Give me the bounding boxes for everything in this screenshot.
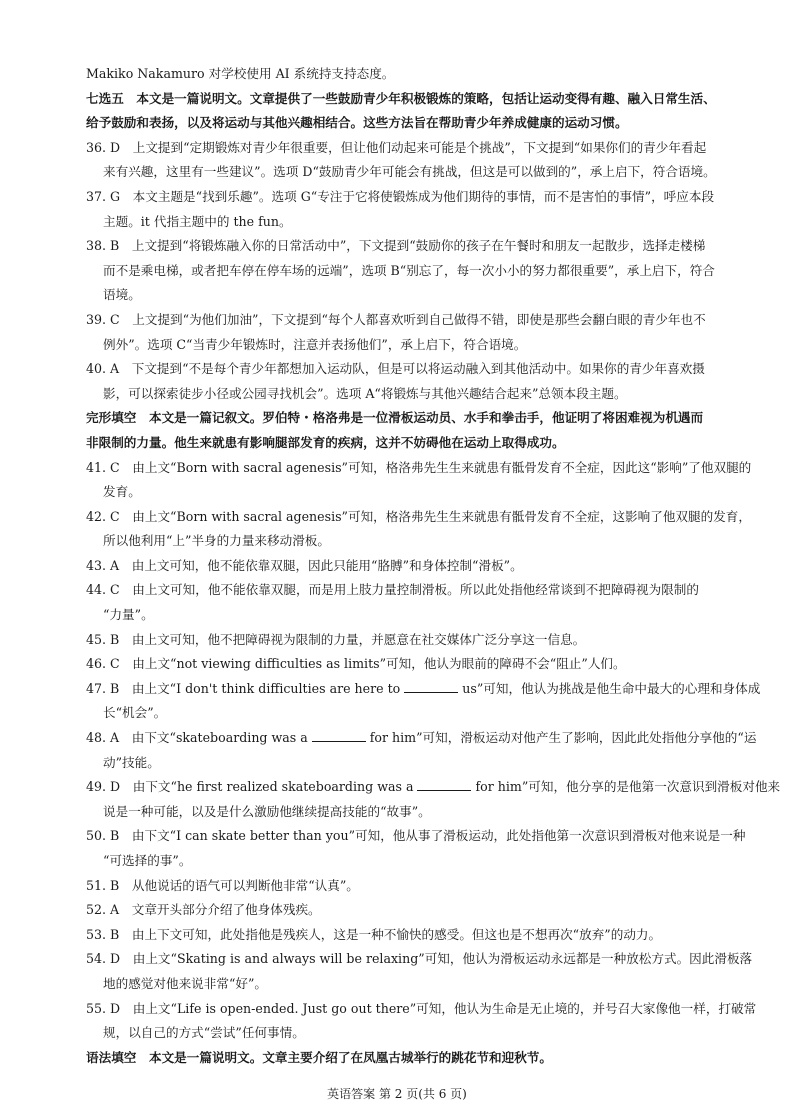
- answer-48-cont: 动”技能。: [103, 754, 160, 770]
- answer-39: 39. C 上文提到“为他们加油”，下文提到“每个人都喜欢听到自己做得不错，即使是那些会翻白眼的青少年也不: [86, 311, 706, 327]
- answer-48-text: 48. A 由下文“skateboarding was a: [86, 730, 308, 746]
- answer-54-cont: 地的感觉对他来说非常“好”。: [103, 975, 268, 991]
- answer-42: 42. C 由上文“Born with sacral agenesis”可知，格洛弗先生生来就患有骶骨发育不全症，这影响了他双腿的发育，: [86, 508, 751, 524]
- text-line: Makiko Nakamuro 对学校使用 AI 系统持支持态度。: [86, 66, 395, 81]
- answer-39-cont: 例外”。选项 C“当青少年锻炼时，注意并表扬他们”，承上启下，符合语境。: [103, 336, 527, 352]
- section-heading-seven-choose-five: 七选五 本文是一篇说明文。文章提供了一些鼓励青少年积极锻炼的策略，包括让运动变得有趣、融入日常生活、: [86, 90, 716, 106]
- answer-48-text-after: for him”可知，滑板运动对他产生了影响，因此此处指他分享他的“运: [369, 730, 757, 746]
- answer-41-cont: 发育。: [103, 484, 141, 500]
- answer-43: 43. A 由上文可知，他不能依靠双腿，因此只能用“胳膊”和身体控制“滑板”。: [86, 557, 523, 573]
- answer-47-cont: 长“机会”。: [103, 705, 167, 721]
- answer-47-text: 47. B 由上文“I don't think difficulties are here to: [86, 680, 401, 696]
- section-heading-line: 非限制的力量。他生来就患有影响腿部发育的疾病，这并不妨碍他在运动上取得成功。: [86, 434, 565, 450]
- answer-54: 54. D 由上文“Skating is and always will be relaxing”可知，他认为滑板运动永远都是一种放松方式。因此滑板落: [86, 951, 753, 967]
- answer-51: 51. B 从他说话的语气可以判断他非常“认真”。: [86, 877, 359, 893]
- answer-52: 52. A 文章开头部分介绍了他身体残疾。: [86, 902, 321, 918]
- answer-49-text-after: for him”可知，他分享的是他第一次意识到滑板对他来: [475, 779, 781, 795]
- page-footer: 英语答案 第 2 页(共 6 页): [327, 1087, 467, 1101]
- answer-49-text: 49. D 由下文“he first realized skateboarding was a: [86, 779, 414, 795]
- answer-55-cont: 规，以自己的方式“尝试”任何事情。: [103, 1025, 305, 1041]
- answer-38-cont: 语境。: [103, 287, 141, 303]
- answer-44-cont: “力量”。: [103, 607, 154, 623]
- section-heading-cloze: 完形填空 本文是一篇记叙文。罗伯特・格洛弗是一位滑板运动员、水手和拳击手，他证明了将困难视为机遇而: [86, 410, 704, 426]
- fill-blank: [417, 778, 471, 791]
- answer-42-cont: 所以他利用“上”半身的力量来移动滑板。: [103, 533, 330, 549]
- answer-50-cont: “可选择的事”。: [103, 853, 192, 868]
- fill-blank: [312, 729, 366, 742]
- answer-48: [86, 726, 757, 751]
- answer-37: 37. G 本文主题是“找到乐趣”。选项 G“专注于它将使锻炼成为他们期待的事情，而不是害怕的事情”，呼应本段: [86, 188, 715, 204]
- answer-45: 45. B 由上文可知，他不把障碍视为限制的力量，并愿意在社交媒体广泛分享这一信息。: [86, 631, 586, 647]
- answer-46: 46. C 由上文“not viewing difficulties as limits”可知，他认为眼前的障碍不会“阻止”人们。: [86, 656, 626, 672]
- answer-47: [86, 677, 761, 702]
- answer-49: [86, 775, 781, 800]
- answer-body: [86, 62, 781, 1070]
- answer-36-cont: 来有兴趣，这里有一些建议”。选项 D“鼓励青少年可能会有挑战，但这是可以做到的”，承上启下，符合语境。: [103, 164, 716, 180]
- answer-40-cont: 影，可以探索徒步小径或公园寻找机会”。选项 A“将锻炼与其他兴趣结合起来”总领本段主题。: [103, 385, 627, 401]
- answer-37-cont: 主题。it 代指主题中的 the fun。: [103, 213, 292, 229]
- answer-55: 55. D 由上文“Life is open-ended. Just go out there”可知，他认为生命是无止境的，并号召大家像他一样，打破常: [86, 1000, 757, 1016]
- section-heading-line: 给予鼓励和表扬，以及将运动与其他兴趣相结合。这些方法旨在帮助青少年养成健康的运动习惯。: [86, 115, 628, 131]
- fill-blank: [404, 680, 458, 693]
- answer-44: 44. C 由上文可知，他不能依靠双腿，而是用上肢力量控制滑板。所以此处指他经常谈到不把障碍视为限制的: [86, 582, 699, 598]
- answer-36: 36. D 上文提到“定期锻炼对青少年很重要，但让他们动起来可能是个挑战”，下文提到“如果你们的青少年看起: [86, 139, 707, 155]
- answer-50: 50. B 由下文“I can skate better than you”可知，他从事了滑板运动，此处指他第一次意识到滑板对他来说是一种: [86, 828, 746, 844]
- answer-49-cont: 说是一种可能，以及是什么激励他继续提高技能的“故事”。: [103, 803, 431, 819]
- answer-53: 53. B 由上下文可知，此处指他是残疾人，这是一种不愉快的感受。但这也是不想再次“放弃”的动力。: [86, 926, 662, 942]
- answer-41: 41. C 由上文“Born with sacral agenesis”可知，格洛弗先生生来就患有骶骨发育不全症，因此这“影响”了他双腿的: [86, 459, 752, 475]
- answer-40: 40. A 下文提到“不是每个青少年都想加入运动队，但是可以将运动融入到其他活动中。如果你的青少年喜欢摄: [86, 361, 705, 377]
- answer-38-cont: 而不是乘电梯，或者把车停在停车场的远端”，选项 B“别忘了，每一次小小的努力都很重要”，承上启下，符合: [103, 262, 715, 278]
- answer-47-text-after: us”可知，他认为挑战是他生命中最大的心理和身体成: [462, 680, 761, 696]
- answer-38: 38. B 上文提到“将锻炼融入你的日常活动中”，下文提到“鼓励你的孩子在午餐时和朋友一起散步，选择走楼梯: [86, 238, 706, 254]
- section-heading-grammar-fill: 语法填空 本文是一篇说明文。文章主要介绍了在凤凰古城举行的跳花节和迎秋节。: [86, 1049, 552, 1065]
